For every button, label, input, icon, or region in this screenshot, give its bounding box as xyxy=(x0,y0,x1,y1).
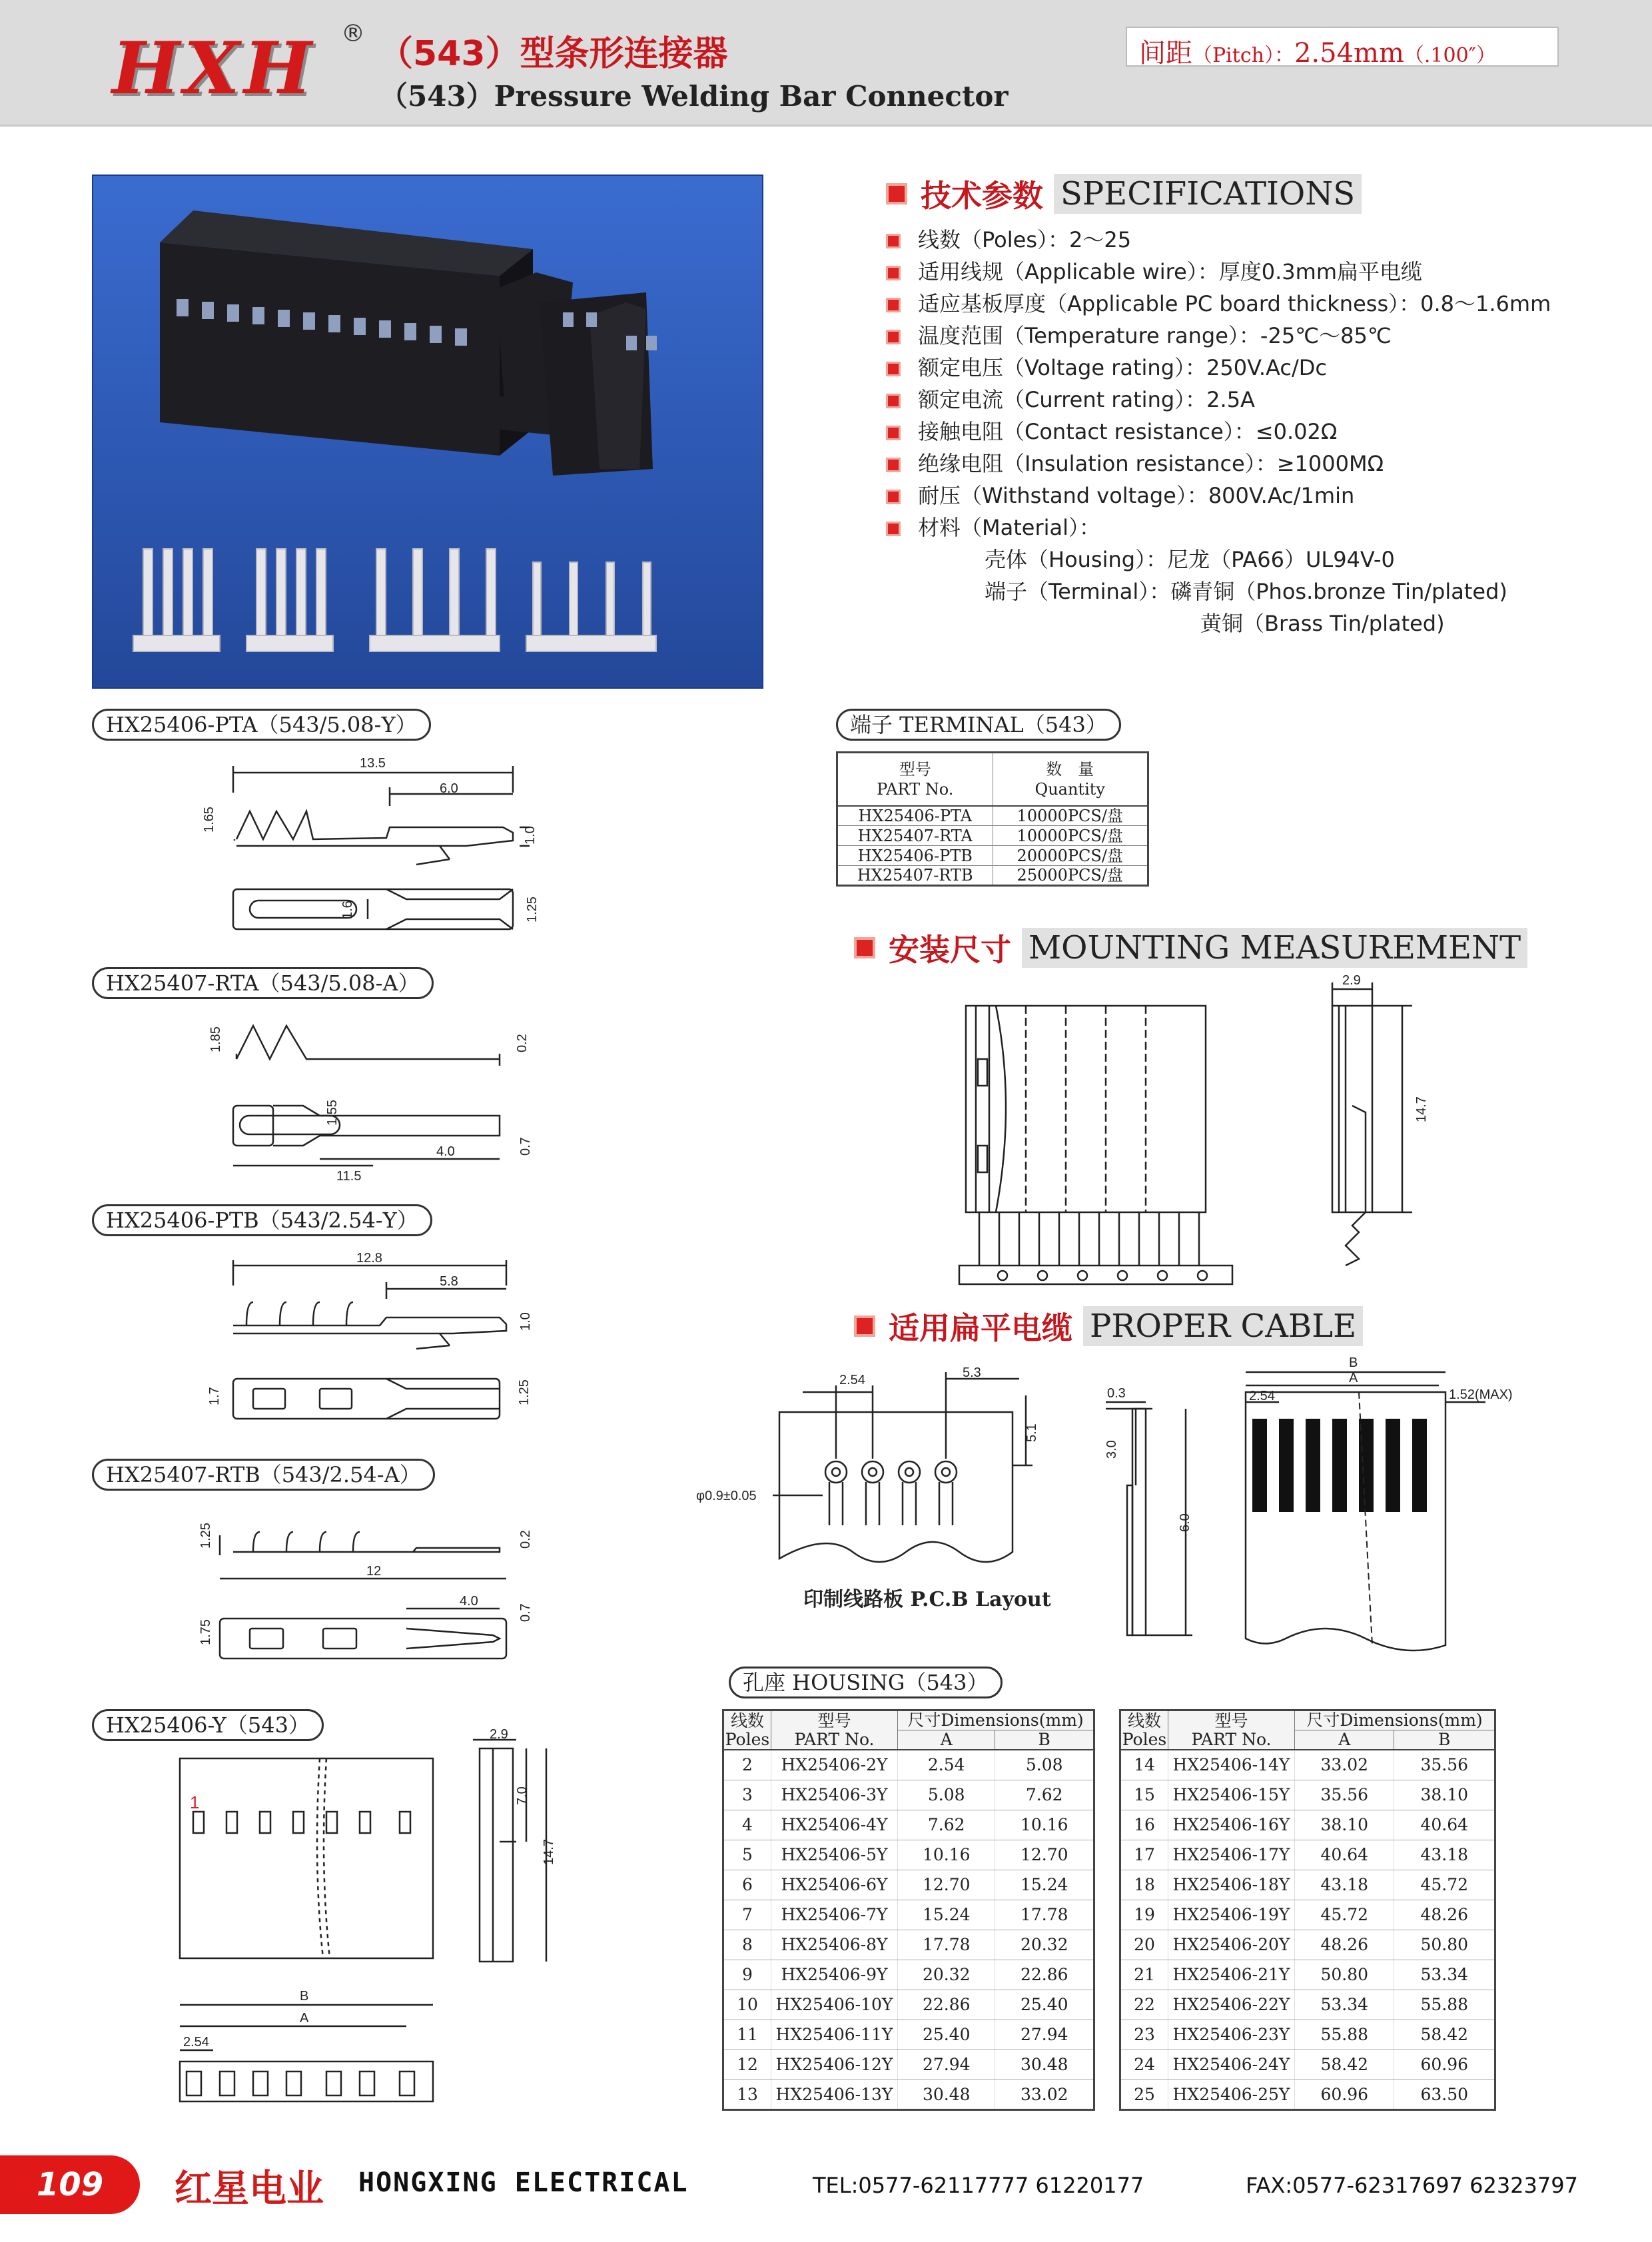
table-row xyxy=(723,1780,1094,1810)
cell-dim-b: 27.94 xyxy=(995,2020,1094,2050)
bullet-square-icon xyxy=(886,183,907,204)
dim-pta-6: 6.0 xyxy=(440,781,458,796)
table-row: HX25407-RTB 25000PCS/盘 xyxy=(837,866,1148,886)
cell-dim-a: 5.08 xyxy=(898,1780,995,1810)
cell-poles: 3 xyxy=(723,1780,771,1810)
cell-poles: 21 xyxy=(1120,1960,1168,1990)
cell-part-no: HX25406-23Y xyxy=(1168,2020,1295,2050)
col-part-no: 型号 PART No. xyxy=(1168,1710,1295,1750)
dim-c-hole: φ0.9±0.05 xyxy=(696,1489,757,1503)
cell-dim-b: 12.70 xyxy=(995,1840,1094,1870)
housing-table-right xyxy=(1119,1709,1496,2111)
terminal-col-quantity: 数 量 Quantity xyxy=(993,753,1148,806)
dim-rtb-175: 1.75 xyxy=(199,1619,213,1645)
cell-dim-b: 53.34 xyxy=(1394,1960,1495,1990)
dim-pta-length: 13.5 xyxy=(360,756,386,771)
dim-c-254b: 2.54 xyxy=(1249,1389,1275,1403)
cell-part-no: HX25406-14Y xyxy=(1168,1750,1295,1780)
dim-rta-115: 11.5 xyxy=(336,1169,362,1184)
bullet-icon xyxy=(886,490,901,504)
dim-c-254: 2.54 xyxy=(839,1373,865,1387)
table-row xyxy=(1120,1960,1495,1990)
dim-m-147: 14.7 xyxy=(1414,1096,1429,1122)
spec-item: 额定电流（Current rating）：2.5A xyxy=(886,384,1255,416)
cell-dim-b: 35.56 xyxy=(1394,1750,1495,1780)
cell-dim-a: 2.54 xyxy=(898,1750,995,1780)
cell-poles: 15 xyxy=(1120,1780,1168,1810)
table-row xyxy=(723,1960,1094,1990)
table-row: HX25406-PTA 10000PCS/盘 xyxy=(837,806,1148,826)
cell-dim-a: 12.70 xyxy=(898,1870,995,1900)
housing-table-pill: 孔座 HOUSING（543） xyxy=(729,1667,1003,1698)
cell-dim-a: 53.34 xyxy=(1295,1990,1394,2020)
table-row xyxy=(723,1990,1094,2020)
col-dimensions: 尺寸Dimensions(mm) xyxy=(1295,1710,1495,1730)
dim-ptb-10: 1.0 xyxy=(518,1312,533,1331)
cell-part-no: HX25406-8Y xyxy=(771,1930,898,1960)
part-label-rtb: HX25407-RTB（543/2.54-A） xyxy=(92,1459,435,1491)
cell-dim-b: 17.78 xyxy=(995,1900,1094,1930)
cell-part-no: HX25406-16Y xyxy=(1168,1810,1295,1840)
cell-dim-b: 50.80 xyxy=(1394,1930,1495,1960)
table-row xyxy=(1120,2020,1495,2050)
table-row xyxy=(1120,1900,1495,1930)
dim-h-254: 2.54 xyxy=(183,2035,209,2050)
dim-c-51: 5.1 xyxy=(1025,1423,1039,1442)
cell-poles: 10 xyxy=(723,1990,771,2020)
cell-dim-b: 40.64 xyxy=(1394,1810,1495,1840)
dim-c-b: B xyxy=(1349,1355,1358,1370)
table-row xyxy=(723,1930,1094,1960)
company-name-en: HONGXING ELECTRICAL xyxy=(358,2167,689,2198)
dim-ptb-128: 12.8 xyxy=(356,1251,382,1266)
cell-dim-b: 7.62 xyxy=(995,1780,1094,1810)
cell-poles: 12 xyxy=(723,2050,771,2079)
table-row xyxy=(1120,1930,1495,1960)
cell-poles: 25 xyxy=(1120,2079,1168,2109)
col-dimensions: 尺寸Dimensions(mm) xyxy=(898,1710,1094,1730)
table-row xyxy=(1120,2050,1495,2079)
dim-rta-155: 1.55 xyxy=(325,1100,340,1126)
bullet-square-icon xyxy=(854,1315,875,1337)
cell-part-no: HX25406-12Y xyxy=(771,2050,898,2079)
dim-pta-16: 1.6 xyxy=(340,901,355,919)
cell-part-no: HX25406-5Y xyxy=(771,1840,898,1870)
pitch-inch: （.100″） xyxy=(1404,44,1496,67)
specifications-heading-en: SPECIFICATIONS xyxy=(1054,174,1362,214)
spec-housing-material: 壳体（Housing）：尼龙（PA66）UL94V-0 xyxy=(985,547,1395,572)
table-row xyxy=(1120,1750,1495,1780)
spec-item: 线数（Poles）：2～25 xyxy=(886,224,1131,256)
cell-dim-a: 38.10 xyxy=(1295,1810,1394,1840)
product-photo-illustration xyxy=(93,176,762,687)
drawing-pta xyxy=(187,753,560,946)
cell-dim-b: 25.40 xyxy=(995,1990,1094,2020)
cell-dim-a: 15.24 xyxy=(898,1900,995,1930)
title-english: （543）Pressure Welding Bar Connector xyxy=(380,80,1009,113)
dim-c-60: 6.0 xyxy=(1178,1513,1192,1532)
cell-dim-b: 38.10 xyxy=(1394,1780,1495,1810)
spec-terminal-material-brass: 黄铜（Brass Tin/plated) xyxy=(1200,611,1445,636)
cell-poles: 2 xyxy=(723,1750,771,1780)
bullet-icon xyxy=(886,458,901,472)
spec-item: 绝缘电阻（Insulation resistance）：≥1000MΩ xyxy=(886,448,1384,480)
table-row xyxy=(723,1870,1094,1900)
mounting-heading: 安装尺寸 MOUNTING MEASUREMENT xyxy=(854,929,1527,967)
cell-dim-b: 10.16 xyxy=(995,1810,1094,1840)
dim-rtb-07: 0.7 xyxy=(518,1603,533,1622)
table-row xyxy=(1120,1840,1495,1870)
page-number: 109 xyxy=(0,2155,140,2214)
cell-part-no: HX25406-3Y xyxy=(771,1780,898,1810)
drawing-ptb xyxy=(187,1252,560,1439)
dim-ptb-58: 5.8 xyxy=(440,1274,458,1289)
part-label-ptb: HX25406-PTB（543/2.54-Y） xyxy=(92,1204,432,1236)
cell-dim-a: 10.16 xyxy=(898,1840,995,1870)
dim-c-53: 5.3 xyxy=(963,1365,981,1380)
cell-dim-a: 58.42 xyxy=(1295,2050,1394,2079)
spec-item: 适应基板厚度（Applicable PC board thickness）：0.8～1.6mm xyxy=(886,288,1551,320)
cell-dim-a: 48.26 xyxy=(1295,1930,1394,1960)
cell-dim-b: 5.08 xyxy=(995,1750,1094,1780)
dim-c-03: 0.3 xyxy=(1107,1386,1126,1401)
dim-c-152: 1.52(MAX) xyxy=(1449,1387,1513,1402)
table-row xyxy=(1120,1810,1495,1840)
cell-poles: 4 xyxy=(723,1810,771,1840)
part-label-pta: HX25406-PTA（543/5.08-Y） xyxy=(92,709,431,741)
part-label-housing-y: HX25406-Y（543） xyxy=(92,1709,324,1741)
cell-part-no: HX25406-10Y xyxy=(771,1990,898,2020)
cell-poles: 19 xyxy=(1120,1900,1168,1930)
terminal-table xyxy=(836,751,1149,887)
table-row xyxy=(723,1810,1094,1840)
bullet-icon xyxy=(886,234,901,248)
table-row xyxy=(723,1750,1094,1780)
table-row xyxy=(1120,1870,1495,1900)
bullet-icon xyxy=(886,330,901,344)
dim-rta-02: 0.2 xyxy=(515,1034,530,1052)
cell-poles: 6 xyxy=(723,1870,771,1900)
bullet-icon xyxy=(886,362,901,376)
dim-h-70: 7.0 xyxy=(515,1786,530,1805)
cell-poles: 20 xyxy=(1120,1930,1168,1960)
dim-ptb-17: 1.7 xyxy=(207,1387,222,1405)
bullet-icon xyxy=(886,522,901,536)
bullet-icon xyxy=(886,426,901,440)
bullet-icon xyxy=(886,394,901,408)
specifications-heading xyxy=(886,175,1362,213)
dim-h-29: 2.9 xyxy=(490,1727,508,1742)
table-row xyxy=(723,2020,1094,2050)
bullet-square-icon xyxy=(854,937,875,958)
cell-dim-a: 60.96 xyxy=(1295,2079,1394,2109)
drawing-mounting xyxy=(959,972,1439,1286)
bullet-icon xyxy=(886,298,901,312)
dim-c-30: 3.0 xyxy=(1104,1440,1119,1459)
cell-poles: 16 xyxy=(1120,1810,1168,1840)
cell-dim-b: 45.72 xyxy=(1394,1870,1495,1900)
cell-poles: 5 xyxy=(723,1840,771,1870)
cell-dim-a: 50.80 xyxy=(1295,1960,1394,1990)
cell-dim-a: 40.64 xyxy=(1295,1840,1394,1870)
cell-dim-a: 30.48 xyxy=(898,2079,995,2109)
dim-c-a: A xyxy=(1349,1371,1358,1385)
cell-dim-a: 35.56 xyxy=(1295,1780,1394,1810)
product-photo xyxy=(92,175,763,689)
terminal-table-pill: 端子 TERMINAL（543） xyxy=(836,709,1121,741)
cell-part-no: HX25406-17Y xyxy=(1168,1840,1295,1870)
spec-terminal-material: 端子（Terminal）：磷青铜（Phos.bronze Tin/plated) xyxy=(985,579,1507,604)
footer-fax: FAX:0577-62317697 62323797 xyxy=(1246,2173,1578,2198)
drawing-housing-y xyxy=(153,1727,593,2118)
cell-dim-a: 20.32 xyxy=(898,1960,995,1990)
dim-h-b: B xyxy=(300,1989,309,2004)
cell-dim-a: 43.18 xyxy=(1295,1870,1394,1900)
spec-item: 耐压（Withstand voltage）：800V.Ac/1min xyxy=(886,480,1354,512)
cell-dim-b: 58.42 xyxy=(1394,2020,1495,2050)
table-row xyxy=(1120,2079,1495,2109)
cell-part-no: HX25406-9Y xyxy=(771,1960,898,1990)
cell-poles: 9 xyxy=(723,1960,771,1990)
dim-rtb-12: 12 xyxy=(366,1564,382,1579)
cell-dim-a: 27.94 xyxy=(898,2050,995,2079)
dim-h-a: A xyxy=(300,2011,309,2026)
cell-part-no: HX25406-2Y xyxy=(771,1750,898,1780)
col-b: B xyxy=(995,1730,1094,1750)
cell-dim-b: 55.88 xyxy=(1394,1990,1495,2020)
pcb-layout-caption: 印制线路板 P.C.B Layout xyxy=(803,1588,1051,1611)
housing-table-left xyxy=(722,1709,1095,2111)
table-row xyxy=(1120,1990,1495,2020)
pitch-label: 间距 xyxy=(1139,38,1192,69)
cell-dim-b: 20.32 xyxy=(995,1930,1094,1960)
dim-h-147: 14.7 xyxy=(542,1839,556,1865)
cell-part-no: HX25406-22Y xyxy=(1168,1990,1295,2020)
cell-dim-a: 22.86 xyxy=(898,1990,995,2020)
company-name-cn: 红星电业 xyxy=(175,2167,324,2211)
cell-poles: 13 xyxy=(723,2079,771,2109)
cell-dim-b: 63.50 xyxy=(1394,2079,1495,2109)
dim-rtb-125: 1.25 xyxy=(199,1523,213,1549)
dim-rtb-40: 4.0 xyxy=(460,1594,478,1609)
dim-pta-125: 1.25 xyxy=(525,897,540,923)
part-label-rta: HX25407-RTA（543/5.08-A） xyxy=(92,967,434,999)
cell-dim-b: 30.48 xyxy=(995,2050,1094,2079)
cell-part-no: HX25406-15Y xyxy=(1168,1780,1295,1810)
terminal-col-model: 型号 PART No. xyxy=(837,753,993,806)
drawing-rta xyxy=(187,1006,560,1192)
table-row xyxy=(723,1900,1094,1930)
cell-poles: 24 xyxy=(1120,2050,1168,2079)
cell-part-no: HX25406-4Y xyxy=(771,1810,898,1840)
footer-telephone: TEL:0577-62117777 61220177 xyxy=(813,2173,1144,2198)
spec-item: 温度范围（Temperature range）：-25℃～85℃ xyxy=(886,320,1392,352)
table-row xyxy=(1120,1780,1495,1810)
spec-item: 材料（Material）： xyxy=(886,512,1100,544)
pitch-box xyxy=(1126,27,1559,67)
pitch-sub: （Pitch）： xyxy=(1192,44,1294,67)
dim-pta-165: 1.65 xyxy=(202,807,216,833)
dim-ptb-125: 1.25 xyxy=(517,1379,532,1405)
cell-poles: 14 xyxy=(1120,1750,1168,1780)
dim-m-29: 2.9 xyxy=(1342,973,1361,988)
cell-part-no: HX25406-11Y xyxy=(771,2020,898,2050)
cell-dim-b: 48.26 xyxy=(1394,1900,1495,1930)
table-row xyxy=(723,2079,1094,2109)
pin-one-marker: 1 xyxy=(190,1792,200,1812)
cell-dim-a: 25.40 xyxy=(898,2020,995,2050)
spec-item: 接触电阻（Contact resistance）：≤0.02Ω xyxy=(886,416,1337,448)
title-chinese: （543）型条形连接器 xyxy=(378,34,728,74)
hxh-logo: HXH xyxy=(112,27,316,111)
col-b: B xyxy=(1394,1730,1495,1750)
cell-part-no: HX25406-24Y xyxy=(1168,2050,1295,2079)
col-part-no: 型号 PART No. xyxy=(771,1710,898,1750)
cell-poles: 7 xyxy=(723,1900,771,1930)
bullet-icon xyxy=(886,266,901,280)
cell-dim-a: 45.72 xyxy=(1295,1900,1394,1930)
cell-poles: 22 xyxy=(1120,1990,1168,2020)
cell-poles: 18 xyxy=(1120,1870,1168,1900)
cell-dim-a: 7.62 xyxy=(898,1810,995,1840)
cell-dim-a: 17.78 xyxy=(898,1930,995,1960)
cell-poles: 17 xyxy=(1120,1840,1168,1870)
dim-rta-185: 1.85 xyxy=(208,1026,223,1052)
col-a: A xyxy=(1295,1730,1394,1750)
cell-part-no: HX25406-20Y xyxy=(1168,1930,1295,1960)
table-row xyxy=(723,1840,1094,1870)
col-poles: 线数 Poles xyxy=(723,1710,771,1750)
dim-rtb-02: 0.2 xyxy=(518,1530,533,1549)
cell-dim-b: 60.96 xyxy=(1394,2050,1495,2079)
dim-rta-40: 4.0 xyxy=(436,1144,455,1159)
spec-item: 额定电压（Voltage rating）：250V.Ac/Dc xyxy=(886,352,1327,384)
registered-mark: ® xyxy=(341,20,365,47)
cell-dim-b: 33.02 xyxy=(995,2079,1094,2109)
dim-rta-07: 0.7 xyxy=(518,1137,533,1156)
cell-poles: 8 xyxy=(723,1930,771,1960)
cable-heading: 适用扁平电缆 PROPER CABLE xyxy=(854,1307,1363,1345)
dim-pta-10: 1.0 xyxy=(523,826,538,845)
col-a: A xyxy=(898,1730,995,1750)
table-row: HX25406-PTB 20000PCS/盘 xyxy=(837,846,1148,866)
drawing-rtb xyxy=(187,1505,560,1692)
cell-part-no: HX25406-19Y xyxy=(1168,1900,1295,1930)
table-row xyxy=(723,2050,1094,2079)
table-row: HX25407-RTA 10000PCS/盘 xyxy=(837,826,1148,846)
cell-dim-a: 55.88 xyxy=(1295,2020,1394,2050)
cell-poles: 11 xyxy=(723,2020,771,2050)
pitch-value: 2.54mm xyxy=(1294,38,1404,69)
cell-part-no: HX25406-25Y xyxy=(1168,2079,1295,2109)
cell-dim-a: 33.02 xyxy=(1295,1750,1394,1780)
cell-dim-b: 22.86 xyxy=(995,1960,1094,1990)
cell-poles: 23 xyxy=(1120,2020,1168,2050)
cell-dim-b: 15.24 xyxy=(995,1870,1094,1900)
cell-part-no: HX25406-18Y xyxy=(1168,1870,1295,1900)
col-poles: 线数 Poles xyxy=(1120,1710,1168,1750)
spec-item: 适用线规（Applicable wire）：厚度0.3mm扁平电缆 xyxy=(886,256,1422,288)
cell-part-no: HX25406-7Y xyxy=(771,1900,898,1930)
cell-dim-b: 43.18 xyxy=(1394,1840,1495,1870)
cell-part-no: HX25406-21Y xyxy=(1168,1960,1295,1990)
cell-part-no: HX25406-13Y xyxy=(771,2079,898,2109)
cell-part-no: HX25406-6Y xyxy=(771,1870,898,1900)
specifications-heading-cn: 技术参数 xyxy=(921,178,1043,214)
